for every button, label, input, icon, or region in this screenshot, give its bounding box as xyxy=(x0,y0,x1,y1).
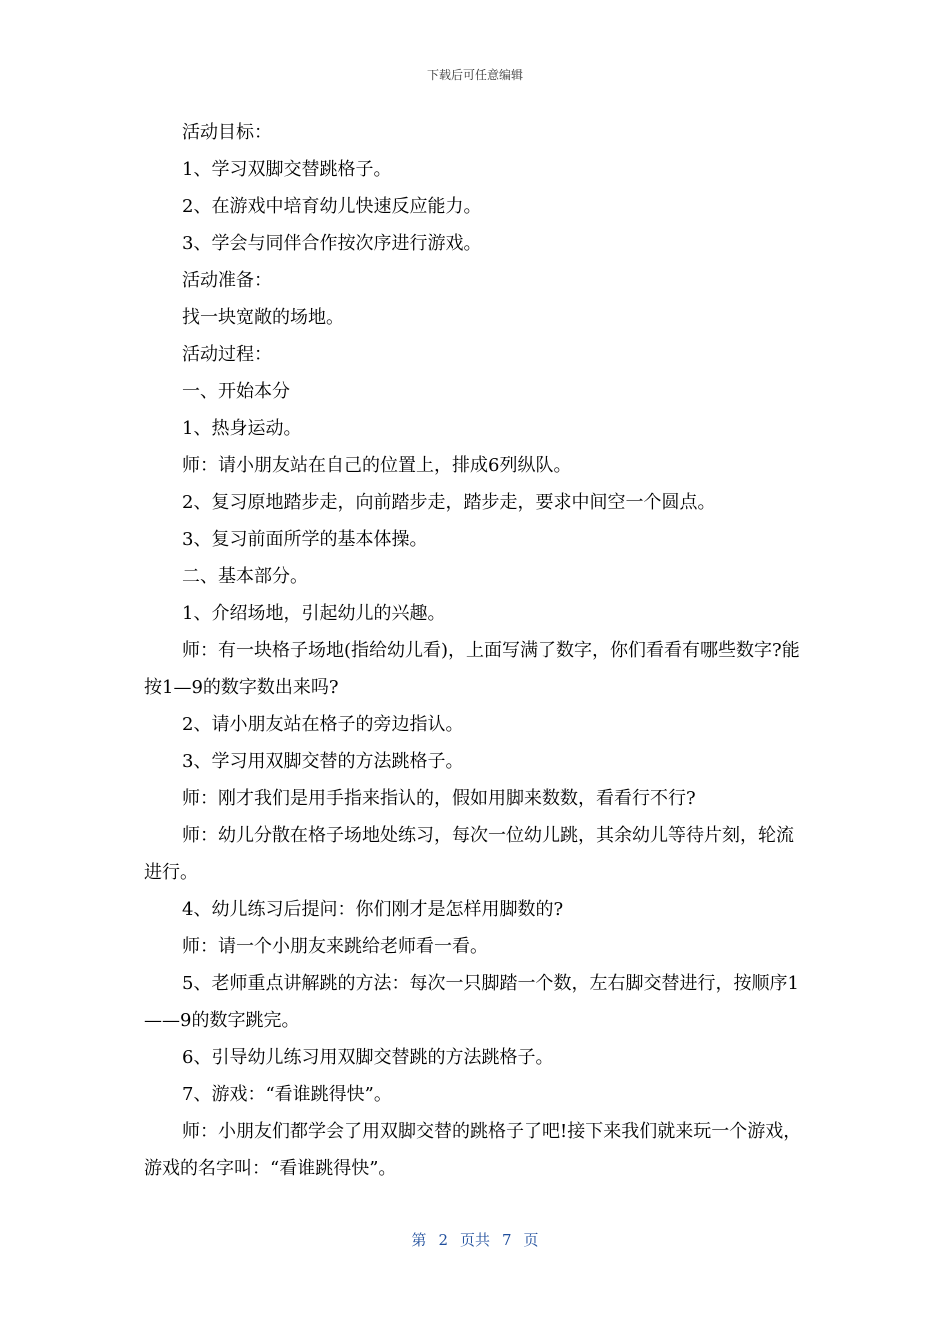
document-body xyxy=(144,114,808,1187)
paragraph: 活动目标： xyxy=(182,122,272,143)
paragraph: 师：请一个小朋友来跳给老师看一看。 xyxy=(182,936,488,957)
paragraph: 7、游戏：“看谁跳得快”。 xyxy=(182,1084,392,1105)
page-footer xyxy=(0,1229,950,1250)
paragraph: 3、学会与同伴合作按次序进行游戏。 xyxy=(182,233,482,254)
paragraph: 1、介绍场地，引起幼儿的兴趣。 xyxy=(182,603,446,624)
paragraph: 一、开始本分 xyxy=(182,381,290,402)
paragraph: 师：小朋友们都学会了用双脚交替的跳格子了吧!接下来我们就来玩一个游戏，游戏的名字叫：“看谁跳得快”。 xyxy=(144,1121,802,1179)
paragraph: 6、引导幼儿练习用双脚交替跳的方法跳格子。 xyxy=(182,1047,554,1068)
paragraph: 找一块宽敞的场地。 xyxy=(182,307,344,328)
paragraph: 1、热身运动。 xyxy=(182,418,302,439)
paragraph: 师：幼儿分散在格子场地处练习，每次一位幼儿跳，其余幼儿等待片刻，轮流进行。 xyxy=(144,825,794,883)
footer-mid: 页共 xyxy=(459,1231,490,1249)
paragraph: 活动准备： xyxy=(182,270,272,291)
paragraph: 2、在游戏中培育幼儿快速反应能力。 xyxy=(182,196,482,217)
paragraph: 3、学习用双脚交替的方法跳格子。 xyxy=(182,751,464,772)
paragraph: 二、基本部分。 xyxy=(182,566,308,587)
page-header: 下载后可任意编辑 xyxy=(426,68,523,82)
paragraph: 3、复习前面所学的基本体操。 xyxy=(182,529,428,550)
current-page-number: 2 xyxy=(438,1231,448,1249)
total-pages-number: 7 xyxy=(502,1231,512,1249)
paragraph: 师：刚才我们是用手指来指认的，假如用脚来数数，看看行不行? xyxy=(182,788,696,809)
paragraph: 师：有一块格子场地(指给幼儿看)，上面写满了数字，你们看看有哪些数字?能按1—9的数字数出来吗? xyxy=(144,640,800,698)
paragraph: 2、复习原地踏步走，向前踏步走，踏步走，要求中间空一个圆点。 xyxy=(182,492,716,513)
paragraph: 师：请小朋友站在自己的位置上，排成6列纵队。 xyxy=(182,455,572,476)
footer-suffix: 页 xyxy=(523,1231,539,1249)
paragraph: 2、请小朋友站在格子的旁边指认。 xyxy=(182,714,464,735)
paragraph: 活动过程： xyxy=(182,344,272,365)
paragraph: 1、学习双脚交替跳格子。 xyxy=(182,159,392,180)
paragraph: 4、幼儿练习后提问：你们刚才是怎样用脚数的? xyxy=(182,899,564,920)
footer-prefix: 第 xyxy=(411,1231,427,1249)
paragraph: 5、老师重点讲解跳的方法：每次一只脚踏一个数，左右脚交替进行，按顺序1——9的数字跳完。 xyxy=(144,973,799,1031)
